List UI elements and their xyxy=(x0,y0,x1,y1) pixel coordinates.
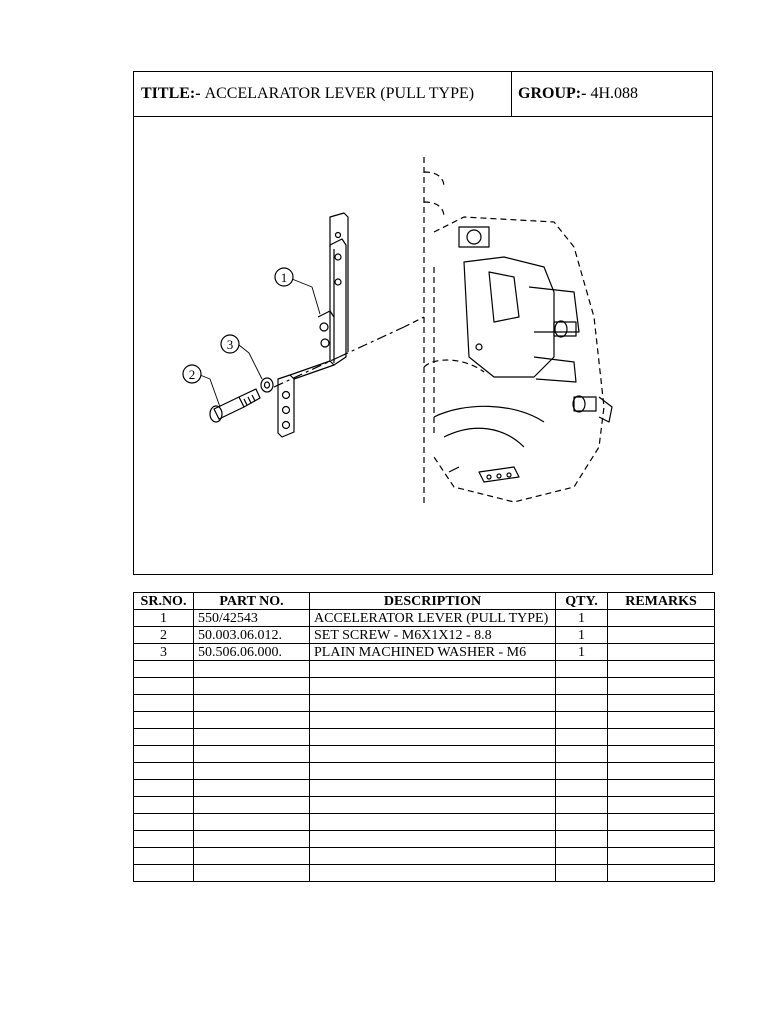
description-cell xyxy=(310,695,556,712)
table-row-empty xyxy=(134,678,715,695)
set-screw-part xyxy=(210,389,260,422)
sr-no-cell xyxy=(134,695,194,712)
description-cell xyxy=(310,814,556,831)
part-no-cell xyxy=(194,712,310,729)
table-row-empty xyxy=(134,695,715,712)
remarks-cell xyxy=(608,729,715,746)
sr-no-cell: 2 xyxy=(134,627,194,644)
remarks-cell xyxy=(608,780,715,797)
sr-no-cell: 3 xyxy=(134,644,194,661)
sr-no-cell xyxy=(134,729,194,746)
callout-3-label: 3 xyxy=(226,337,234,352)
part-no-cell: 550/42543 xyxy=(194,610,310,627)
sr-no-cell xyxy=(134,865,194,882)
group-label: GROUP:- xyxy=(518,85,587,102)
description-cell xyxy=(310,712,556,729)
qty-cell: 1 xyxy=(556,644,608,661)
remarks-cell xyxy=(608,661,715,678)
description-cell xyxy=(310,661,556,678)
remarks-cell xyxy=(608,627,715,644)
column-header-description: DESCRIPTION xyxy=(310,593,556,610)
title-value: ACCELARATOR LEVER (PULL TYPE) xyxy=(204,85,475,102)
housing-details xyxy=(434,227,612,482)
callout-3 xyxy=(221,335,239,353)
drawing-sheet xyxy=(133,71,713,575)
sr-no-cell xyxy=(134,712,194,729)
exploded-view-svg xyxy=(134,117,712,574)
table-row-empty xyxy=(134,848,715,865)
remarks-cell xyxy=(608,797,715,814)
title-cell xyxy=(134,72,512,116)
qty-cell xyxy=(556,763,608,780)
description-cell xyxy=(310,797,556,814)
leader-lines xyxy=(200,279,320,407)
table-row-empty xyxy=(134,661,715,678)
title-row xyxy=(134,72,712,117)
description-cell xyxy=(310,780,556,797)
part-no-cell xyxy=(194,831,310,848)
part-no-cell xyxy=(194,746,310,763)
column-header-qty: QTY. xyxy=(556,593,608,610)
remarks-cell xyxy=(608,644,715,661)
table-row-empty xyxy=(134,865,715,882)
remarks-cell xyxy=(608,695,715,712)
qty-cell: 1 xyxy=(556,610,608,627)
table-row-empty xyxy=(134,712,715,729)
description-cell xyxy=(310,678,556,695)
part-no-cell xyxy=(194,661,310,678)
qty-cell xyxy=(556,831,608,848)
part-no-cell xyxy=(194,814,310,831)
description-cell: PLAIN MACHINED WASHER - M6 xyxy=(310,644,556,661)
sr-no-cell xyxy=(134,831,194,848)
part-no-cell xyxy=(194,763,310,780)
qty-cell xyxy=(556,797,608,814)
part-no-cell: 50.003.06.012. xyxy=(194,627,310,644)
qty-cell xyxy=(556,678,608,695)
sr-no-cell xyxy=(134,780,194,797)
part-no-cell xyxy=(194,729,310,746)
title-label: TITLE:- xyxy=(141,85,201,102)
lever-tab xyxy=(330,213,348,352)
sr-no-cell: 1 xyxy=(134,610,194,627)
column-header-remarks: REMARKS xyxy=(608,593,715,610)
description-cell xyxy=(310,831,556,848)
table-row-empty xyxy=(134,831,715,848)
column-header-sr-no: SR.NO. xyxy=(134,593,194,610)
part-no-cell xyxy=(194,797,310,814)
part-no-cell: 50.506.06.000. xyxy=(194,644,310,661)
group-value: 4H.088 xyxy=(590,85,638,102)
remarks-cell xyxy=(608,831,715,848)
table-row-empty xyxy=(134,763,715,780)
sr-no-cell xyxy=(134,763,194,780)
remarks-cell xyxy=(608,610,715,627)
remarks-cell xyxy=(608,678,715,695)
qty-cell xyxy=(556,814,608,831)
qty-cell xyxy=(556,729,608,746)
part-no-cell xyxy=(194,780,310,797)
table-row xyxy=(134,627,715,644)
description-cell xyxy=(310,746,556,763)
qty-cell xyxy=(556,848,608,865)
sr-no-cell xyxy=(134,661,194,678)
description-cell: ACCELERATOR LEVER (PULL TYPE) xyxy=(310,610,556,627)
description-cell: SET SCREW - M6X1X12 - 8.8 xyxy=(310,627,556,644)
callout-2 xyxy=(183,365,201,383)
qty-cell xyxy=(556,865,608,882)
remarks-cell xyxy=(608,746,715,763)
sr-no-cell xyxy=(134,814,194,831)
table-row-empty xyxy=(134,729,715,746)
qty-cell: 1 xyxy=(556,627,608,644)
qty-cell xyxy=(556,712,608,729)
remarks-cell xyxy=(608,712,715,729)
qty-cell xyxy=(556,746,608,763)
description-cell xyxy=(310,848,556,865)
table-row xyxy=(134,610,715,627)
sr-no-cell xyxy=(134,797,194,814)
callout-2-label: 2 xyxy=(188,367,196,382)
table-row xyxy=(134,644,715,661)
remarks-cell xyxy=(608,763,715,780)
parts-table xyxy=(133,592,715,882)
part-no-cell xyxy=(194,678,310,695)
parts-table-header xyxy=(134,593,715,610)
qty-cell xyxy=(556,661,608,678)
description-cell xyxy=(310,729,556,746)
remarks-cell xyxy=(608,865,715,882)
qty-cell xyxy=(556,780,608,797)
sr-no-cell xyxy=(134,848,194,865)
callout-1 xyxy=(275,268,293,286)
sr-no-cell xyxy=(134,678,194,695)
table-row-empty xyxy=(134,780,715,797)
exploded-view-drawing xyxy=(134,117,712,574)
callout-1-label: 1 xyxy=(280,270,288,285)
washer-part xyxy=(261,378,273,392)
remarks-cell xyxy=(608,814,715,831)
qty-cell xyxy=(556,695,608,712)
table-row-empty xyxy=(134,814,715,831)
table-row-empty xyxy=(134,797,715,814)
table-row-empty xyxy=(134,746,715,763)
group-cell xyxy=(512,72,718,116)
column-header-part-no: PART NO. xyxy=(194,593,310,610)
part-no-cell xyxy=(194,865,310,882)
description-cell xyxy=(310,865,556,882)
assembly-axis-line xyxy=(274,327,404,387)
sr-no-cell xyxy=(134,746,194,763)
part-no-cell xyxy=(194,695,310,712)
description-cell xyxy=(310,763,556,780)
remarks-cell xyxy=(608,848,715,865)
part-no-cell xyxy=(194,848,310,865)
